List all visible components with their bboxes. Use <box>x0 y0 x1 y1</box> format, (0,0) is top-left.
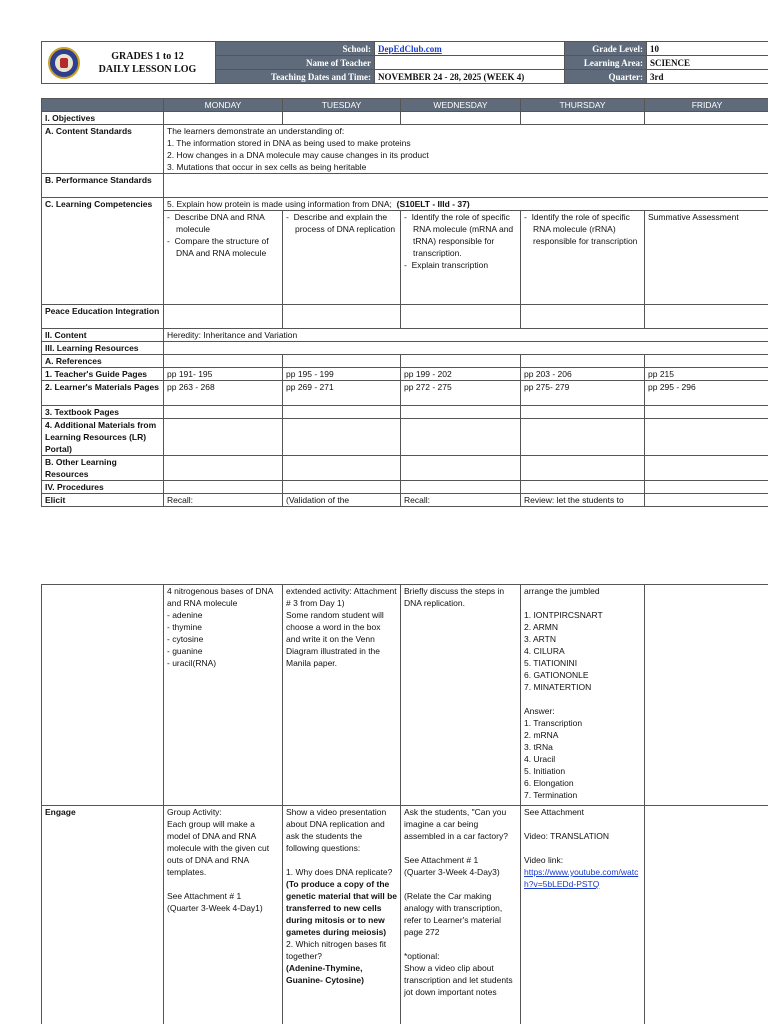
competency-tuesday: - Describe and explain the process of DNA replication <box>283 211 401 305</box>
learning-area-value: SCIENCE <box>647 56 768 70</box>
lm-thursday: pp 275- 279 <box>521 381 645 406</box>
tg-friday: pp 215 <box>645 368 768 381</box>
engage-row <box>42 806 768 1024</box>
lesson-log-header <box>41 41 768 84</box>
engage-friday <box>645 806 768 1024</box>
learning-resources-row <box>42 342 768 355</box>
learners-materials-label: 2. Learner's Materials Pages <box>42 381 164 406</box>
lesson-log-table-continued <box>41 584 768 1024</box>
competency-monday: - Describe DNA and RNA molecule - Compare the structure of DNA and RNA molecule <box>164 211 283 305</box>
learners-materials-row <box>42 381 768 406</box>
other-resources-label: B. Other Learning Resources <box>42 456 164 481</box>
engage-label: Engage <box>42 806 164 1024</box>
lesson-log-table <box>41 98 768 507</box>
competencies-main-row <box>42 198 768 211</box>
elicit-continued-label <box>42 585 164 806</box>
competency-wednesday: - Identify the role of specific RNA molecule (mRNA and tRNA) responsible for transcription. - Explain transcription <box>401 211 521 305</box>
school-value <box>375 42 565 56</box>
learning-area-label: Learning Area: <box>565 56 647 70</box>
elicit-cont-thursday: arrange the jumbled 1. IONTPIRCSNART 2. ARMN 3. ARTN 4. CILURA 5. TIATIONINI 6. GATIONONLE 7. MINATERTION Answer: 1. Transcription 2. mRNA 3. tRNa 4. Uracil 5. Initiation 6. Elongation 7. Termination <box>521 585 645 806</box>
textbook-row <box>42 406 768 419</box>
tg-thursday: pp 203 - 206 <box>521 368 645 381</box>
peace-education-row <box>42 305 768 329</box>
lm-tuesday: pp 269 - 271 <box>283 381 401 406</box>
engage-thursday: See Attachment Video: TRANSLATION Video link: https://www.youtube.com/watch?v=5bLEDd-PSTQ <box>521 806 645 1024</box>
day-monday: MONDAY <box>164 99 283 112</box>
quarter-value: 3rd <box>647 70 768 84</box>
procedures-label: IV. Procedures <box>42 481 164 494</box>
elicit-wednesday: Recall: <box>401 494 521 507</box>
school-link[interactable]: DepEdClub.com <box>378 43 442 54</box>
content-value: Heredity: Inheritance and Variation <box>164 329 768 342</box>
lm-wednesday: pp 272 - 275 <box>401 381 521 406</box>
engage-monday: Group Activity: Each group will make a model of DNA and RNA molecule with the given cut outs of DNA and RNA templates. See Attachment # 1 (Quarter 3-Week 4-Day1) <box>164 806 283 1024</box>
content-label: II. Content <box>42 329 164 342</box>
content-standards-label: A. Content Standards <box>42 125 164 174</box>
school-label: School: <box>216 42 375 56</box>
competencies-label: C. Learning Competencies <box>42 198 164 305</box>
references-row <box>42 355 768 368</box>
additional-materials-label: 4. Additional Materials from Learning Resources (LR) Portal) <box>42 419 164 456</box>
competencies-main: 5. Explain how protein is made using information from DNA; (S10ELT - IIId - 37) <box>164 198 768 211</box>
day-tuesday: TUESDAY <box>283 99 401 112</box>
day-friday: FRIDAY <box>645 99 768 112</box>
title-daily-lesson-log: DAILY LESSON LOG <box>98 63 197 75</box>
other-resources-row <box>42 456 768 481</box>
engage-tuesday: Show a video presentation about DNA replication and ask the students the following questions: 1. Why does DNA replicate? (To produce a copy of the genetic material that will be transferred to new cells during mitosis or to new gametes during meiosis) 2. Which nitrogen bases fit together? (Adenine-Thymine, Guanine- Cytosine) <box>283 806 401 1024</box>
dates-value: NOVEMBER 24 - 28, 2025 (WEEK 4) <box>375 70 565 84</box>
elicit-cont-wednesday: Briefly discuss the steps in DNA replication. <box>401 585 521 806</box>
competency-thursday: - Identify the role of specific RNA molecule (rRNA) responsible for transcription <box>521 211 645 305</box>
elicit-cont-friday <box>645 585 768 806</box>
deped-seal-icon <box>48 47 80 79</box>
tg-tuesday: pp 195 - 199 <box>283 368 401 381</box>
elicit-continued-row <box>42 585 768 806</box>
elicit-cont-monday: 4 nitrogenous bases of DNA and RNA molecule - adenine - thymine - cytosine - guanine - uracil(RNA) <box>164 585 283 806</box>
elicit-row <box>42 494 768 507</box>
day-wednesday: WEDNESDAY <box>401 99 521 112</box>
quarter-label: Quarter: <box>565 70 647 84</box>
teacher-label: Name of Teacher <box>216 56 375 70</box>
tg-monday: pp 191- 195 <box>164 368 283 381</box>
objectives-row <box>42 112 768 125</box>
objectives-label: I. Objectives <box>42 112 164 125</box>
content-standards-text: The learners demonstrate an understanding of: 1. The information stored in DNA as being used to make proteins 2. How changes in a DNA molecule may cause changes in its product 3. Mutations that occur in sex cells as being heritable <box>164 125 768 174</box>
content-row <box>42 329 768 342</box>
elicit-tuesday: (Validation of the <box>283 494 401 507</box>
performance-standards-row <box>42 174 768 198</box>
grade-level-label: Grade Level: <box>565 42 647 56</box>
procedures-row <box>42 481 768 494</box>
teachers-guide-label: 1. Teacher's Guide Pages <box>42 368 164 381</box>
dates-label: Teaching Dates and Time: <box>216 70 375 84</box>
elicit-cont-tuesday: extended activity: Attachment # 3 from Day 1) Some random student will choose a word in the box and write it on the Venn Diagram illustrated in the Manila paper. <box>283 585 401 806</box>
content-standards-row <box>42 125 768 174</box>
teachers-guide-row <box>42 368 768 381</box>
day-header-blank <box>42 99 164 112</box>
day-thursday: THURSDAY <box>521 99 645 112</box>
grade-level-value: 10 <box>647 42 768 56</box>
elicit-label: Elicit <box>42 494 164 507</box>
learning-resources-label: III. Learning Resources <box>42 342 164 355</box>
tg-wednesday: pp 199 - 202 <box>401 368 521 381</box>
lm-friday: pp 295 - 296 <box>645 381 768 406</box>
elicit-monday: Recall: <box>164 494 283 507</box>
performance-standards-label: B. Performance Standards <box>42 174 164 198</box>
competency-friday: Summative Assessment <box>645 211 768 305</box>
teacher-value <box>375 56 565 70</box>
header-title-cell <box>42 42 216 84</box>
engage-wednesday: Ask the students, "Can you imagine a car being assembled in a car factory? See Attachment # 1 (Quarter 3-Week 4-Day3) (Relate the Car making analogy with transcription, refer to Learner's material page 272 *optional: Show a video clip about transcription and let students jot down important notes <box>401 806 521 1024</box>
title-grades: GRADES 1 to 12 <box>111 50 184 62</box>
day-header-row <box>42 99 768 112</box>
textbook-label: 3. Textbook Pages <box>42 406 164 419</box>
peace-education-label: Peace Education Integration <box>42 305 164 329</box>
elicit-thursday: Review: let the students to <box>521 494 645 507</box>
additional-materials-row <box>42 419 768 456</box>
elicit-friday <box>645 494 768 507</box>
references-label: A. References <box>42 355 164 368</box>
video-link[interactable]: https://www.youtube.com/watch?v=5bLEDd-PSTQ <box>524 867 639 889</box>
lm-monday: pp 263 - 268 <box>164 381 283 406</box>
